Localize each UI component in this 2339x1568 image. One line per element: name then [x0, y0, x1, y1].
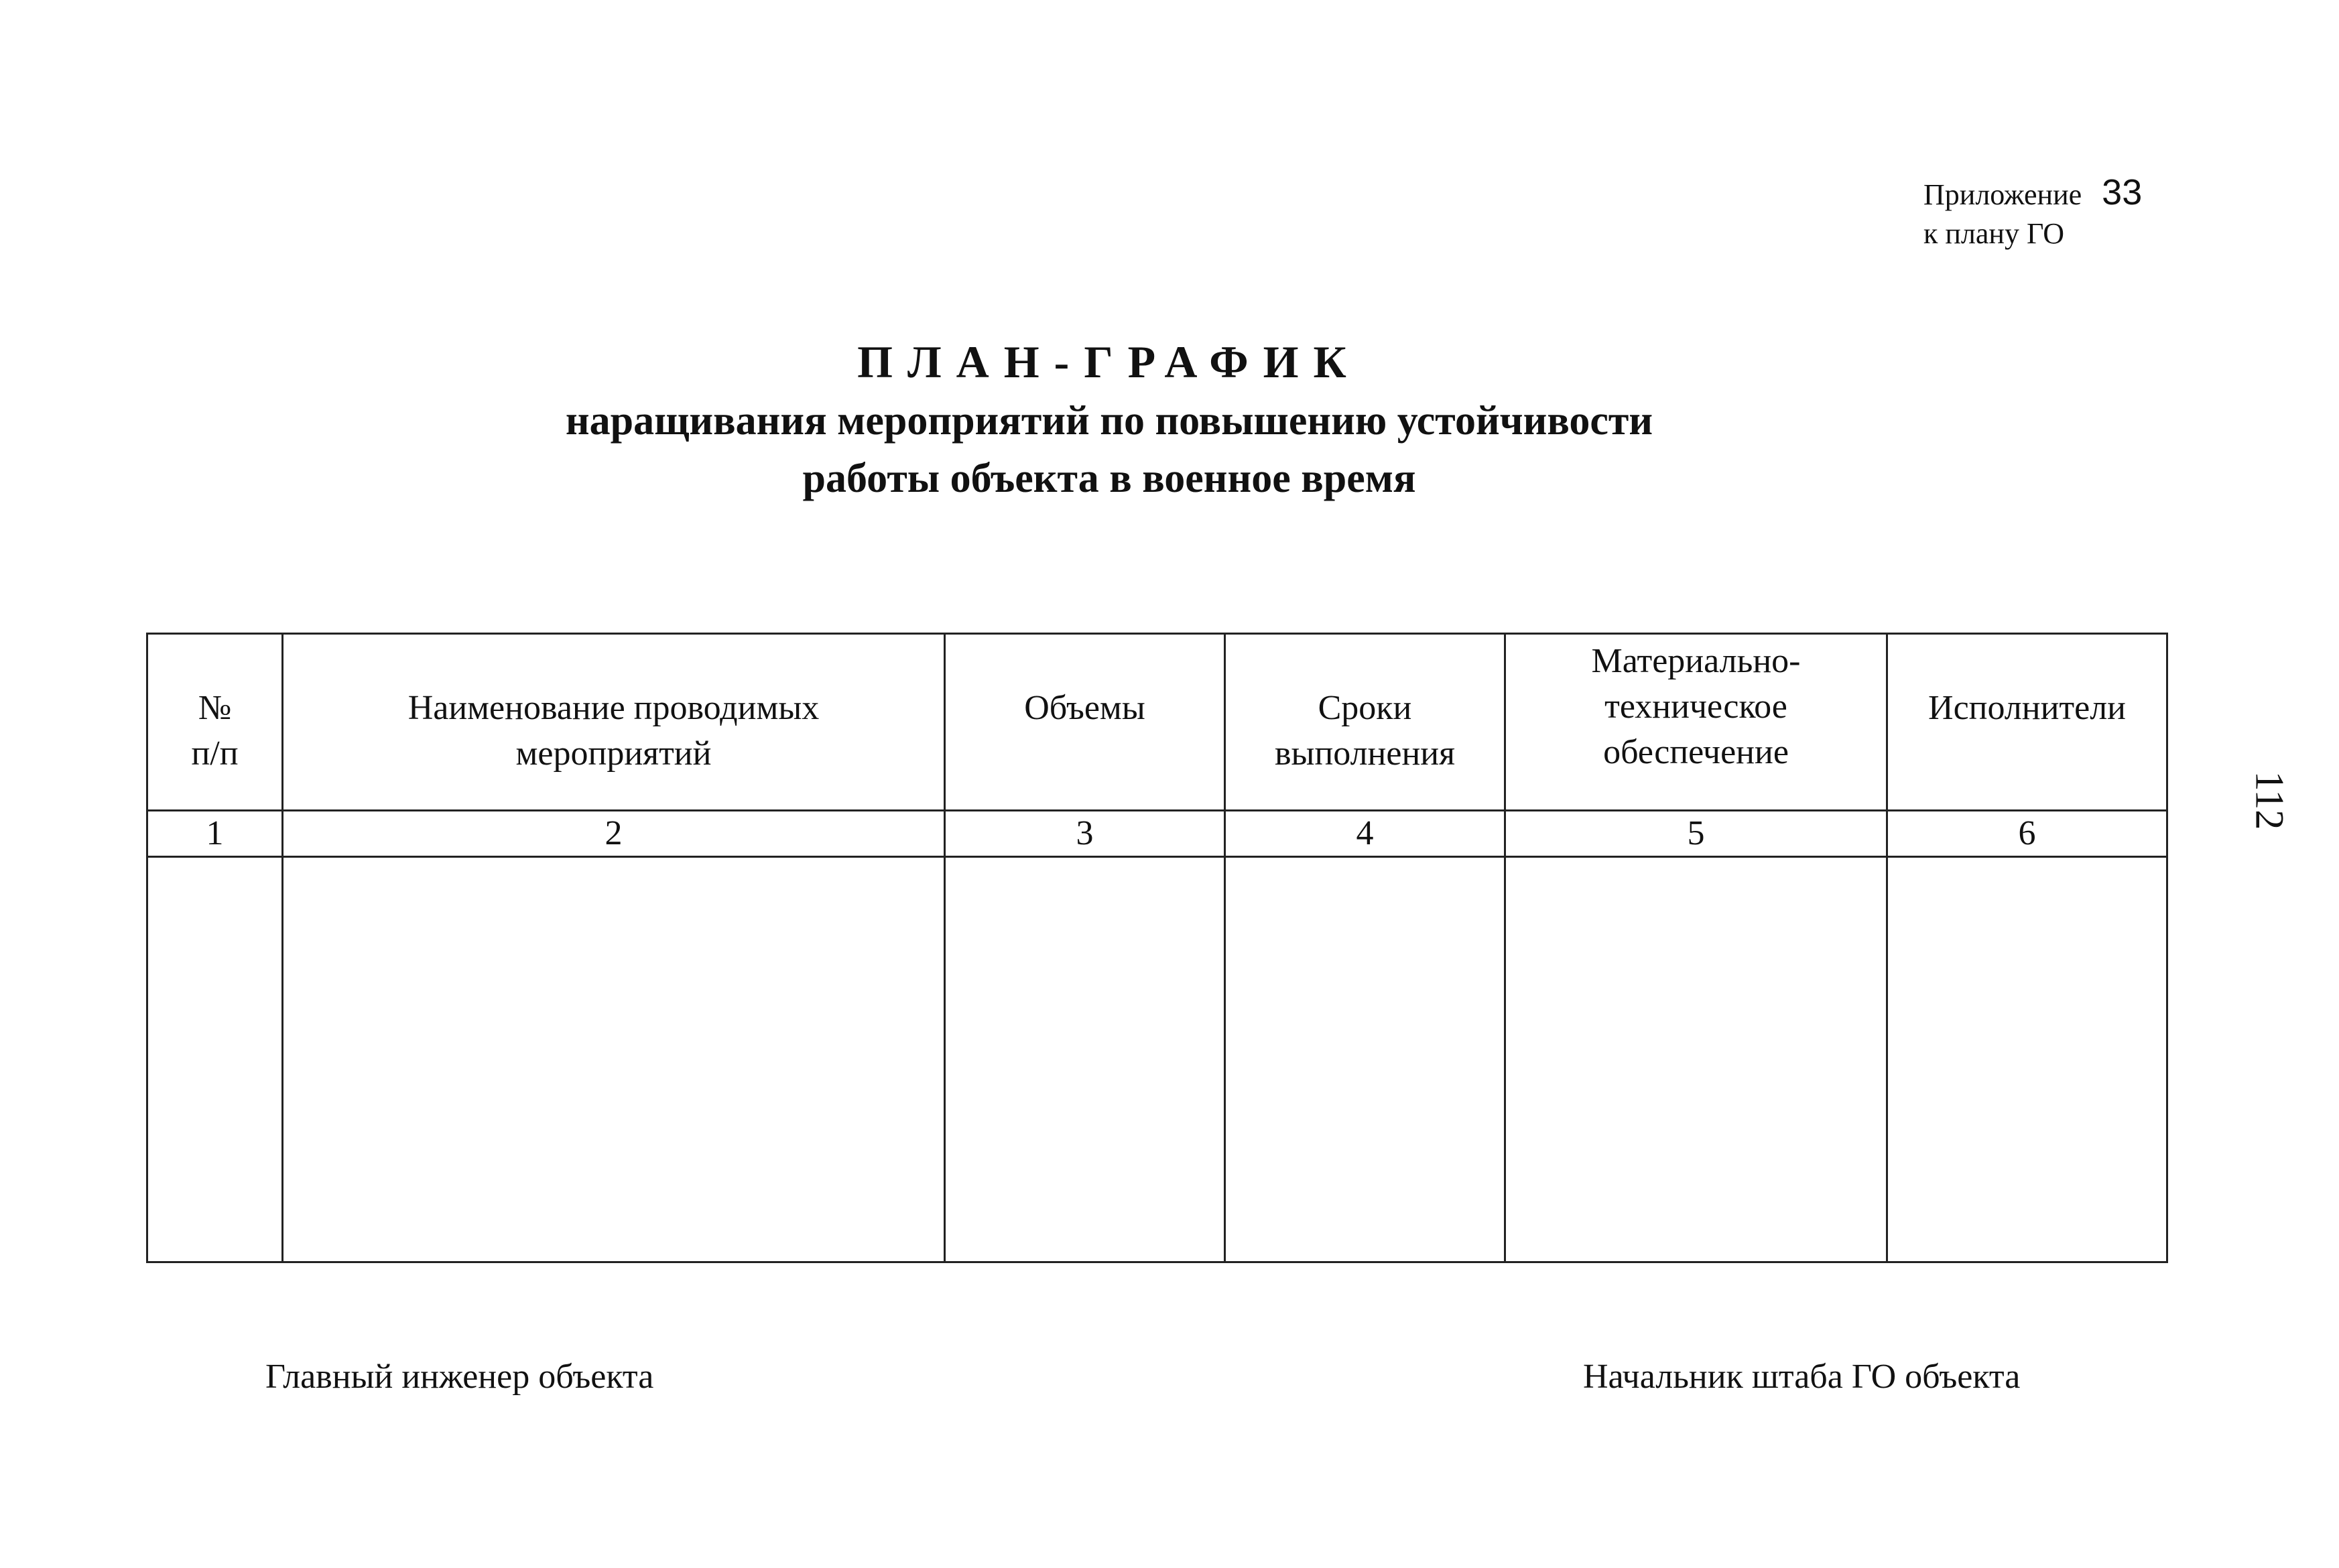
table-column-number-row — [147, 811, 2167, 857]
table-cell — [1225, 857, 1505, 1262]
table-header-row — [147, 634, 2167, 811]
table-cell — [1505, 857, 1887, 1262]
page-number: 112 — [2247, 771, 2292, 830]
header-cell-deadlines — [1225, 634, 1505, 811]
header-line: Объемы — [1024, 689, 1145, 727]
header-line: мероприятий — [515, 734, 712, 773]
appendix-line-2: к плану ГО — [1923, 217, 2065, 250]
document-title — [0, 332, 2218, 507]
column-number: 6 — [1887, 811, 2167, 857]
column-number: 1 — [147, 811, 283, 857]
table-cell — [283, 857, 945, 1262]
title-line-1: наращивания мероприятий по повышению устойчивости — [565, 398, 1653, 444]
signature-chief-engineer: Главный инженер объекта — [265, 1358, 654, 1396]
appendix-line-1 — [1923, 173, 2142, 214]
header-line: Исполнители — [1928, 689, 2126, 727]
title-main: ПЛАН-ГРАФИК — [857, 336, 1361, 387]
header-line: Сроки — [1318, 689, 1412, 727]
appendix-label: Приложение — [1923, 178, 2082, 211]
header-line: Наименование проводимых — [407, 689, 820, 727]
title-line-2: работы объекта в военное время — [802, 456, 1416, 501]
header-cell-volumes — [945, 634, 1225, 811]
table-cell — [147, 857, 283, 1262]
header-cell-material-support — [1505, 634, 1887, 811]
column-number: 5 — [1505, 811, 1887, 857]
header-cell-activity-name — [283, 634, 945, 811]
appendix-note — [1923, 173, 2142, 253]
signature-civil-defense-chief: Начальник штаба ГО объекта — [1583, 1358, 2021, 1396]
column-number: 2 — [283, 811, 945, 857]
header-line: техническое — [1604, 688, 1787, 726]
header-line: выполнения — [1274, 734, 1456, 773]
column-number: 3 — [945, 811, 1225, 857]
header-cell-number — [147, 634, 283, 811]
table-cell — [1887, 857, 2167, 1262]
header-line: № — [198, 689, 232, 727]
appendix-number: 33 — [2102, 172, 2143, 212]
header-line: п/п — [191, 734, 239, 773]
column-number: 4 — [1225, 811, 1505, 857]
header-line: обеспечение — [1603, 733, 1789, 771]
table-cell — [945, 857, 1225, 1262]
table-row — [147, 857, 2167, 1262]
plan-table — [146, 633, 2168, 1263]
header-cell-executors — [1887, 634, 2167, 811]
header-line: Материально- — [1591, 642, 1801, 680]
